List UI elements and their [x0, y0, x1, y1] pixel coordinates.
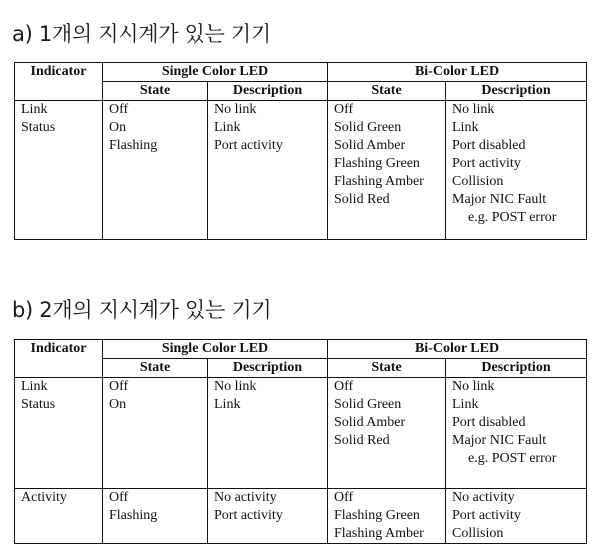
cell-line: Flashing [109, 508, 158, 523]
cell-line: Solid Amber [334, 415, 406, 430]
cell-line: On [109, 120, 127, 135]
indicator-cell [15, 378, 103, 489]
cell-line: Off [109, 379, 129, 394]
cell-line: No link [452, 102, 495, 117]
cell-line: No activity [452, 490, 515, 505]
bi-state-header: State [328, 359, 446, 378]
indicator-header: Indicator [15, 63, 103, 101]
cell-line: Off [109, 102, 129, 117]
cell-line: Solid Red [334, 433, 390, 448]
cell-line: Flashing Amber [334, 174, 424, 189]
led-table-single-indicator [14, 62, 587, 240]
cell-line: Port disabled [452, 138, 526, 153]
section-b-heading: b) 2개의 지시계가 있는 기기 [12, 298, 272, 322]
cell-line: Solid Green [334, 397, 402, 412]
table-row [15, 489, 587, 544]
indicator-cell [15, 101, 103, 240]
indicator-header: Indicator [15, 340, 103, 378]
cell-line: Port disabled [452, 415, 526, 430]
cell-line: On [109, 397, 127, 412]
bi-state-cell [328, 378, 446, 489]
cell-line: Link [214, 397, 241, 412]
cell-line: No link [452, 379, 495, 394]
cell-line: Port activity [452, 156, 521, 171]
bi-color-led-header: Bi-Color LED [328, 340, 587, 359]
cell-line: Port activity [452, 508, 521, 523]
bi-state-cell [328, 489, 446, 544]
cell-line: Status [21, 397, 56, 412]
cell-line: Link [452, 397, 479, 412]
cell-line: Activity [21, 490, 67, 505]
single-color-led-header: Single Color LED [103, 340, 328, 359]
cell-line: Solid Amber [334, 138, 406, 153]
table-row [15, 378, 587, 489]
table-row [15, 101, 587, 240]
cell-line: Off [334, 490, 354, 505]
bi-state-header: State [328, 82, 446, 101]
cell-line: No link [214, 379, 257, 394]
cell-line: Port activity [214, 138, 283, 153]
header-row-top [15, 340, 587, 359]
cell-line: Flashing Green [334, 508, 420, 523]
cell-line: Off [334, 102, 354, 117]
single-state-cell [103, 378, 208, 489]
indicator-cell [15, 489, 103, 544]
cell-line: e.g. POST error [468, 210, 557, 225]
cell-line: Link [452, 120, 479, 135]
single-description-header: Description [208, 82, 328, 101]
single-state-header: State [103, 82, 208, 101]
single-description-cell [208, 378, 328, 489]
cell-line: Off [334, 379, 354, 394]
single-description-cell [208, 489, 328, 544]
cell-line: No link [214, 102, 257, 117]
bi-color-led-header: Bi-Color LED [328, 63, 587, 82]
cell-line: Link [21, 379, 48, 394]
cell-line: Collision [452, 174, 504, 189]
bi-description-cell [446, 101, 587, 240]
single-state-cell [103, 101, 208, 240]
single-state-cell [103, 489, 208, 544]
cell-line: Link [214, 120, 241, 135]
cell-line: Solid Red [334, 192, 390, 207]
single-color-led-header: Single Color LED [103, 63, 328, 82]
cell-line: Major NIC Fault [452, 433, 547, 448]
cell-line: e.g. POST error [468, 451, 557, 466]
led-table-two-indicators [14, 339, 587, 544]
section-a-heading: a) 1개의 지시계가 있는 기기 [12, 22, 271, 46]
bi-description-cell [446, 489, 587, 544]
cell-line: Link [21, 102, 48, 117]
single-description-cell [208, 101, 328, 240]
cell-line: Status [21, 120, 56, 135]
bi-description-header: Description [446, 82, 587, 101]
single-state-header: State [103, 359, 208, 378]
cell-line: Off [109, 490, 129, 505]
cell-line: Major NIC Fault [452, 192, 547, 207]
header-row-top [15, 63, 587, 82]
cell-line: Collision [452, 526, 504, 541]
cell-line: Flashing Green [334, 156, 420, 171]
bi-state-cell [328, 101, 446, 240]
bi-description-header: Description [446, 359, 587, 378]
cell-line: Flashing [109, 138, 158, 153]
cell-line: No activity [214, 490, 277, 505]
single-description-header: Description [208, 359, 328, 378]
cell-line: Port activity [214, 508, 283, 523]
bi-description-cell [446, 378, 587, 489]
cell-line: Flashing Amber [334, 526, 424, 541]
cell-line: Solid Green [334, 120, 402, 135]
